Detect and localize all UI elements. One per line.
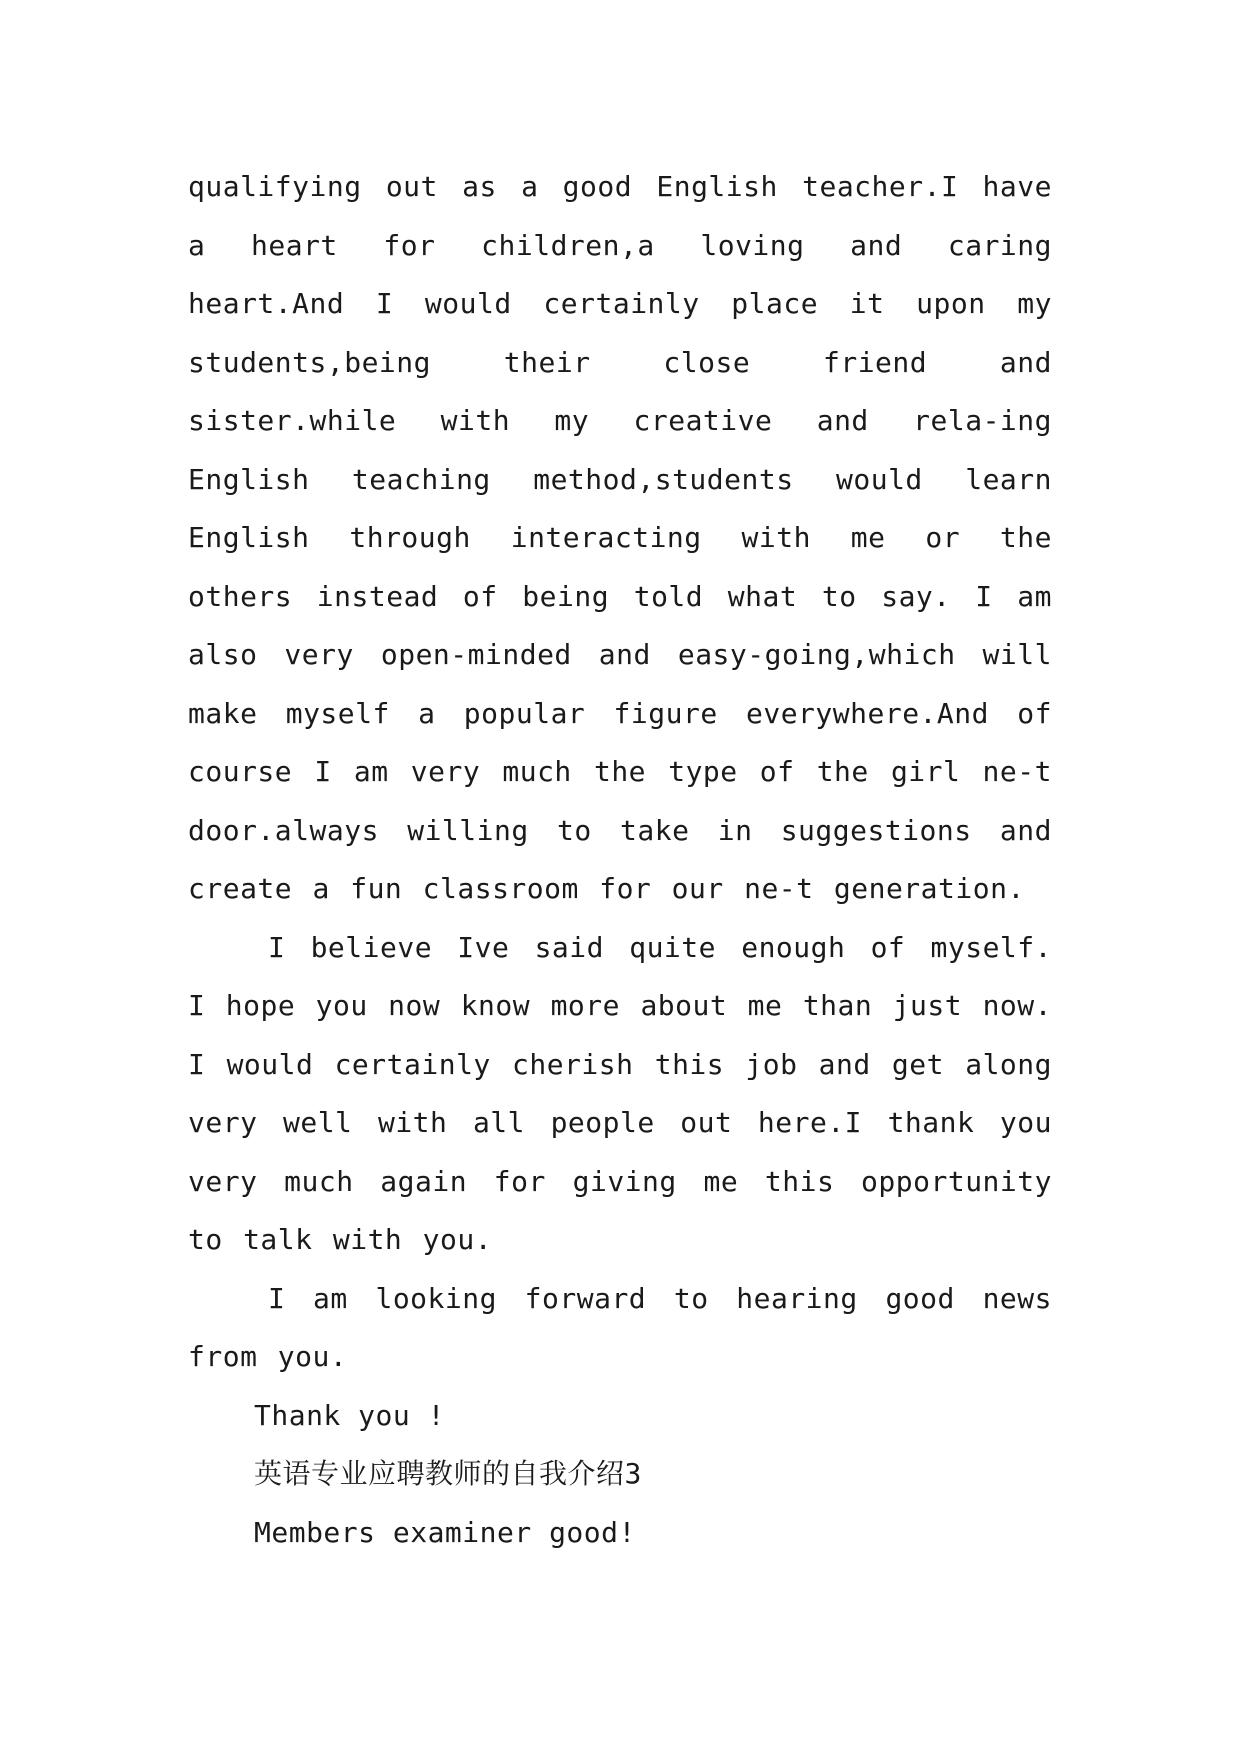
body-paragraph-3: I am looking forward to hearing good news from you. <box>188 1281 1052 1373</box>
greeting-line: Members examiner good! <box>254 1515 636 1549</box>
body-paragraph-1: qualifying out as a good English teacher.I have a heart for children,a loving and caring heart.And I would certainly place it upon my students,being their close friend and sister.while with my creative and rela-ing English teaching method,students would learn English through interacting with me or the others instead of being told what to say. I am also very open-minded and easy-going,which will make myself a popular figure everywhere.And of course I am very much the type of the girl ne-t door.always willing to take in suggestions and create a fun classroom for our ne-t generation. <box>188 170 1052 905</box>
body-paragraph-2: I believe Ive said quite enough of myself. I hope you now know more about me than just now. I would certainly cherish this job and get along very well with all people out here.I thank you very much again for giving me this opportunity to talk with you. <box>188 930 1052 1256</box>
document-body <box>188 158 1052 1562</box>
section-heading: 英语专业应聘教师的自我介绍3 <box>254 1457 642 1490</box>
closing-line: Thank you ! <box>254 1398 445 1432</box>
